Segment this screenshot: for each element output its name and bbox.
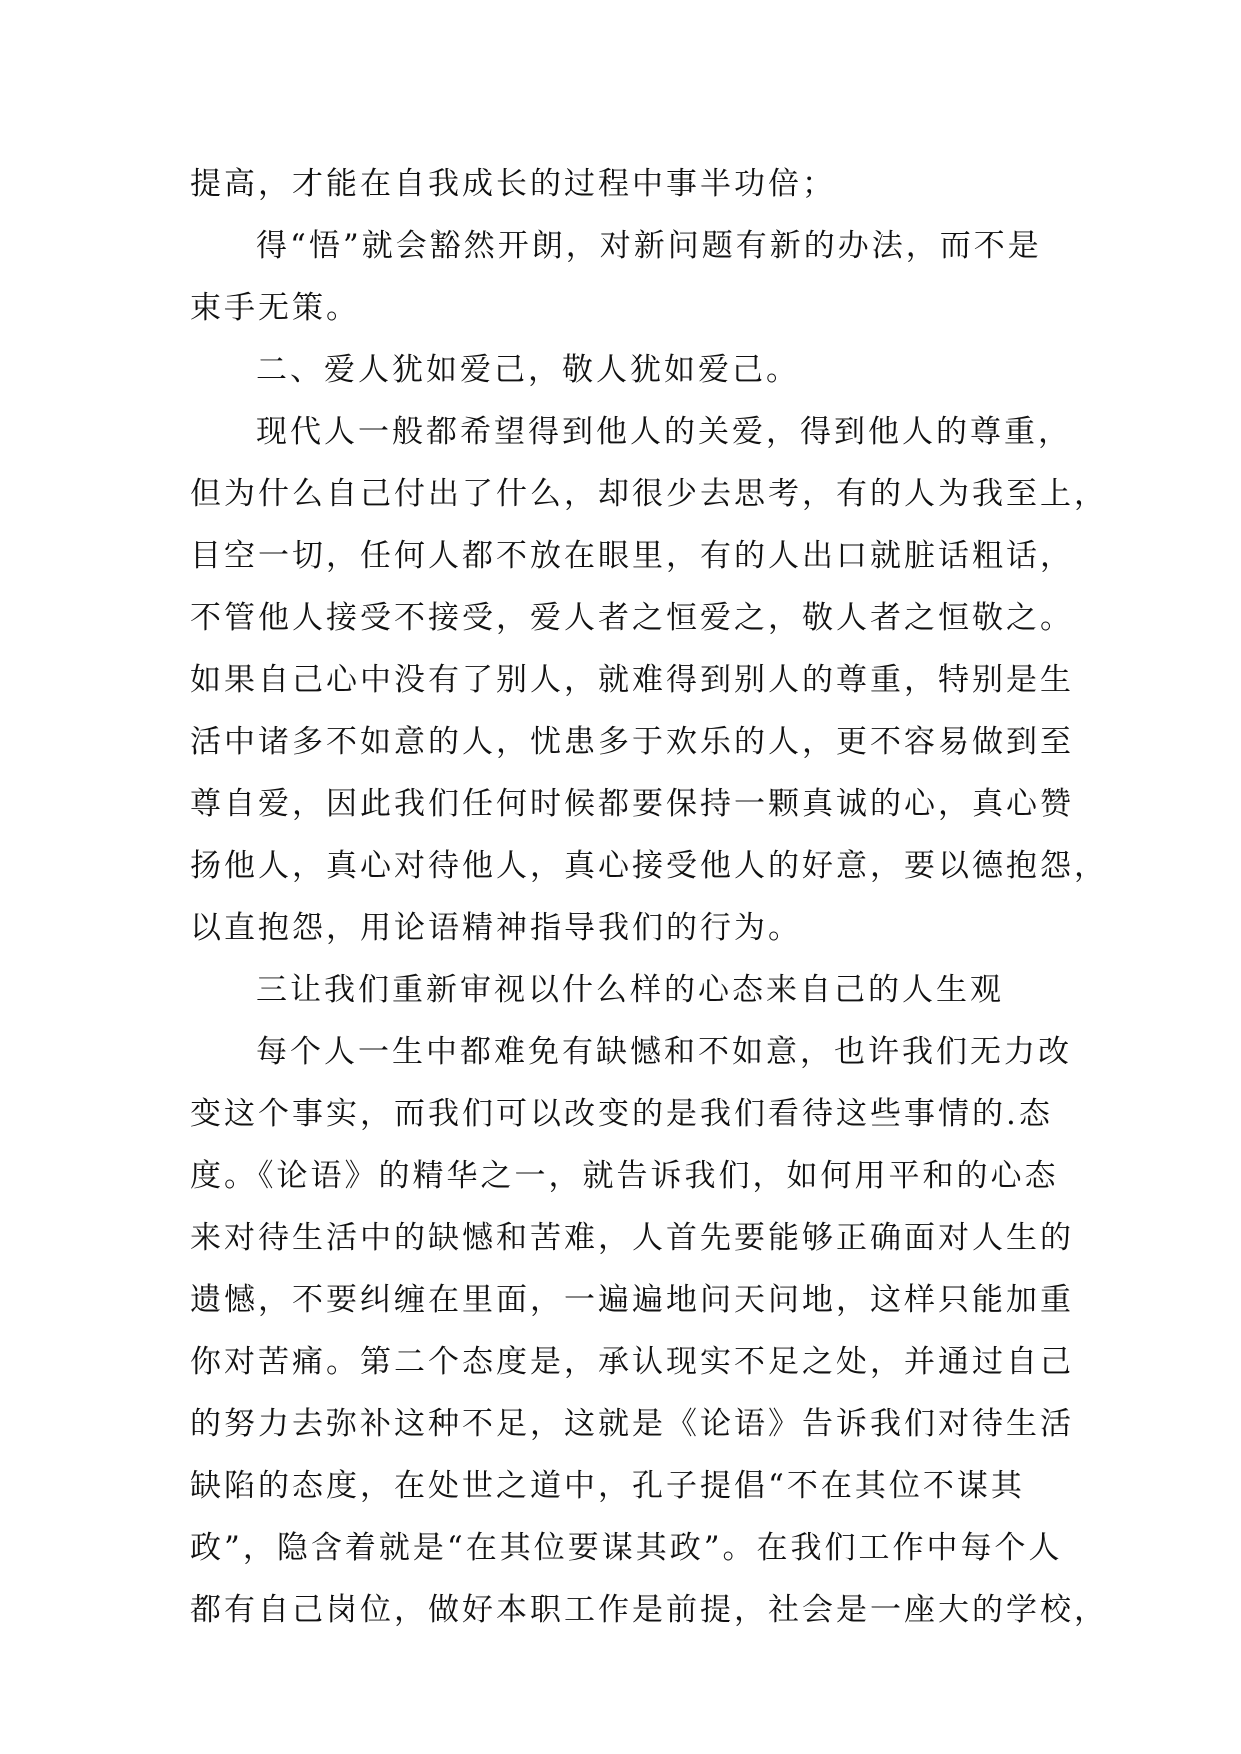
text-line: 如果自己心中没有了别人，就难得到别人的尊重，特别是生 xyxy=(190,662,1074,698)
text-line: 束手无策。 xyxy=(190,290,360,326)
text-line: 度。《论语》的精华之一，就告诉我们，如何用平和的心态 xyxy=(190,1158,1059,1194)
text-line: 来对待生活中的缺憾和苦难，人首先要能够正确面对人生的 xyxy=(190,1220,1074,1256)
text-line: 但为什么自己付出了什么，却很少去思考，有的人为我至上， xyxy=(190,476,1108,512)
section-heading: 三让我们重新审视以什么样的心态来自己的人生观 xyxy=(256,972,1004,1008)
text-line: 提高，才能在自我成长的过程中事半功倍； xyxy=(190,166,836,202)
text-line: 政”，隐含着就是“在其位要谋其政”。在我们工作中每个人 xyxy=(190,1530,1063,1566)
text-line: 活中诸多不如意的人，忧患多于欢乐的人，更不容易做到至 xyxy=(190,724,1074,760)
text-line: 变这个事实，而我们可以改变的是我们看待这些事情的.态 xyxy=(190,1096,1053,1132)
text-line: 得“悟”就会豁然开朗，对新问题有新的办法，而不是 xyxy=(256,228,1042,264)
text-line: 以直抱怨，用论语精神指导我们的行为。 xyxy=(190,910,802,946)
text-line: 你对苦痛。第二个态度是，承认现实不足之处，并通过自己 xyxy=(190,1344,1074,1380)
section-heading: 二、爱人犹如爱己，敬人犹如爱己。 xyxy=(256,352,800,388)
text-line: 都有自己岗位，做好本职工作是前提，社会是一座大的学校， xyxy=(190,1592,1108,1628)
text-line: 的努力去弥补这种不足，这就是《论语》告诉我们对待生活 xyxy=(190,1406,1074,1442)
text-line: 每个人一生中都难免有缺憾和不如意，也许我们无力改 xyxy=(256,1034,1072,1070)
text-line: 扬他人，真心对待他人，真心接受他人的好意，要以德抱怨， xyxy=(190,848,1108,884)
text-line: 缺陷的态度，在处世之道中，孔子提倡“不在其位不谋其 xyxy=(190,1468,1025,1504)
text-line: 现代人一般都希望得到他人的关爱，得到他人的尊重， xyxy=(256,414,1072,450)
text-line: 目空一切，任何人都不放在眼里，有的人出口就脏话粗话， xyxy=(190,538,1074,574)
text-line: 尊自爱，因此我们任何时候都要保持一颗真诚的心，真心赞 xyxy=(190,786,1074,822)
text-line: 遗憾，不要纠缠在里面，一遍遍地问天问地，这样只能加重 xyxy=(190,1282,1074,1318)
text-line: 不管他人接受不接受，爱人者之恒爱之，敬人者之恒敬之。 xyxy=(190,600,1074,636)
